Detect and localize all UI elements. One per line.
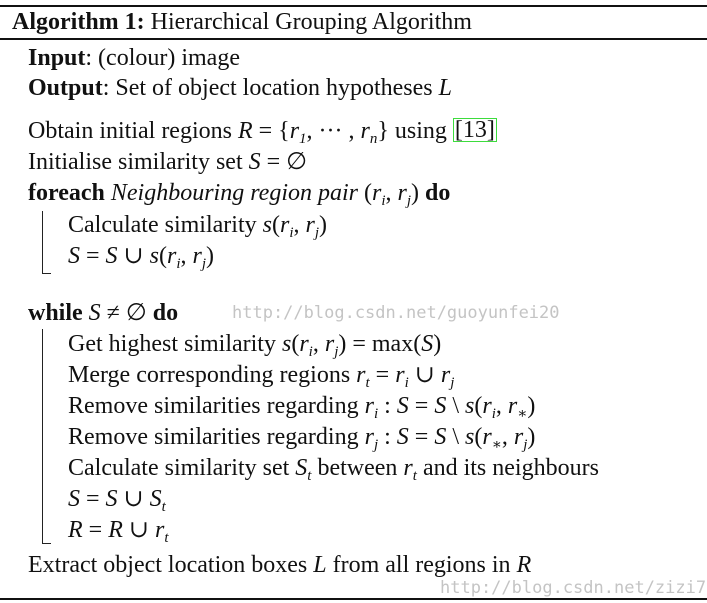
while-block-bracket bbox=[42, 329, 51, 544]
line-segment: r bbox=[440, 362, 451, 388]
line-segment: j bbox=[201, 256, 207, 272]
line-segment: s bbox=[262, 212, 272, 238]
line-segment: ( bbox=[358, 180, 372, 206]
line-segment: r bbox=[372, 180, 382, 206]
line-segment: , bbox=[180, 243, 193, 269]
line-segment: , ··· , bbox=[306, 118, 361, 144]
line-segment: = bbox=[408, 424, 435, 450]
line-segment: S bbox=[68, 486, 80, 512]
line-segment: r bbox=[324, 331, 335, 357]
line-segment: S bbox=[105, 243, 118, 269]
line-segment: \ bbox=[446, 393, 465, 419]
line-segment: Calculate similarity set bbox=[68, 455, 296, 481]
line-segment: t bbox=[412, 468, 417, 484]
line-segment: and its neighbours bbox=[416, 455, 599, 481]
line-segment: R bbox=[516, 552, 532, 578]
line-segment: S bbox=[396, 393, 409, 419]
line-segment: ) bbox=[433, 331, 442, 357]
line-segment: \ bbox=[446, 424, 465, 450]
line-segment: i bbox=[176, 256, 181, 272]
line-segment: do bbox=[425, 180, 451, 206]
line-segment: n bbox=[369, 131, 378, 147]
algorithm-line bbox=[68, 210, 327, 240]
line-segment: : Set of object location hypotheses bbox=[102, 75, 439, 101]
line-segment: , bbox=[293, 212, 306, 238]
algorithm-line bbox=[68, 329, 441, 359]
line-segment: Remove similarities regarding bbox=[68, 424, 365, 450]
line-segment: t bbox=[365, 375, 370, 391]
line-segment: Obtain initial regions bbox=[28, 118, 238, 144]
line-segment: ∪ bbox=[408, 362, 441, 388]
line-segment: s bbox=[149, 243, 159, 269]
line-segment: do bbox=[152, 300, 179, 326]
line-segment: t bbox=[164, 530, 169, 546]
line-segment: R bbox=[108, 517, 123, 543]
line-segment: Calculate similarity bbox=[68, 212, 263, 238]
algorithm-line bbox=[68, 422, 535, 452]
line-segment: r bbox=[482, 424, 492, 450]
line-segment: S bbox=[434, 424, 447, 450]
line-segment: r bbox=[482, 393, 492, 419]
line-segment: j bbox=[373, 437, 379, 453]
foreach-block-bracket bbox=[42, 211, 51, 274]
algorithm-line bbox=[68, 453, 599, 483]
line-segment: S bbox=[248, 149, 261, 175]
line-segment: Neighbouring region pair bbox=[110, 180, 358, 206]
line-segment: = bbox=[408, 393, 435, 419]
line-segment: i bbox=[289, 225, 294, 241]
line-segment: ( bbox=[159, 243, 167, 269]
line-segment: , bbox=[385, 180, 398, 206]
line-segment: ∪ bbox=[122, 517, 155, 543]
line-segment: ∗ bbox=[491, 437, 502, 453]
algorithm-line bbox=[28, 147, 307, 177]
line-segment: S bbox=[68, 243, 80, 269]
line-segment: = bbox=[80, 243, 106, 269]
line-segment: r bbox=[167, 243, 177, 269]
line-segment: j bbox=[523, 437, 528, 453]
line-segment: r bbox=[289, 118, 300, 144]
line-segment: i bbox=[381, 193, 386, 209]
line-segment: ) bbox=[527, 393, 536, 419]
line-segment: ∪ bbox=[117, 486, 150, 512]
line-segment: Merge corresponding regions bbox=[68, 362, 357, 388]
line-segment: ≠ ∅ bbox=[100, 300, 153, 326]
algorithm-number: Algorithm 1: bbox=[12, 9, 145, 35]
line-segment: ( bbox=[291, 331, 300, 357]
algorithm-line bbox=[28, 73, 452, 103]
line-segment: L bbox=[313, 552, 327, 578]
line-segment: S bbox=[421, 331, 434, 357]
line-segment: r bbox=[364, 393, 374, 419]
line-segment: i bbox=[404, 375, 409, 391]
line-segment: j bbox=[450, 375, 455, 391]
line-segment: Get highest similarity bbox=[68, 331, 282, 357]
watermark: http://blog.csdn.net/guoyunfei20 bbox=[232, 303, 560, 323]
line-segment: Input bbox=[28, 45, 86, 71]
line-segment: , bbox=[312, 331, 325, 357]
line-segment: ) bbox=[206, 243, 215, 269]
line-segment: S bbox=[434, 393, 447, 419]
line-segment: ) = max( bbox=[338, 331, 422, 357]
line-segment: = ∅ bbox=[260, 149, 308, 175]
algorithm-line bbox=[28, 116, 497, 146]
line-segment: L bbox=[438, 75, 452, 101]
line-segment: ) bbox=[319, 212, 327, 238]
line-segment: i bbox=[491, 406, 496, 422]
line-segment: r bbox=[507, 393, 518, 419]
citation-link[interactable]: [13] bbox=[454, 117, 495, 143]
algorithm-line bbox=[28, 178, 450, 208]
algorithm-line bbox=[28, 550, 531, 580]
line-segment: r bbox=[279, 212, 290, 238]
line-segment: s bbox=[281, 331, 292, 357]
line-segment: r bbox=[192, 243, 202, 269]
line-segment: r bbox=[360, 118, 370, 144]
line-segment: = { bbox=[252, 118, 290, 144]
line-segment: 1 bbox=[299, 131, 307, 147]
line-segment: between bbox=[311, 455, 404, 481]
line-segment: from all regions in bbox=[326, 552, 517, 578]
line-segment: r bbox=[364, 424, 374, 450]
algorithm-line bbox=[28, 298, 178, 328]
line-segment: S bbox=[295, 455, 308, 481]
line-segment: j bbox=[406, 193, 412, 209]
line-segment: } using bbox=[377, 118, 453, 144]
line-segment: , bbox=[495, 393, 508, 419]
algorithm-name: Hierarchical Grouping Algorithm bbox=[150, 9, 472, 35]
line-segment: = bbox=[80, 486, 106, 512]
algorithm-title bbox=[12, 7, 472, 37]
line-segment: , bbox=[501, 424, 514, 450]
line-segment: ( bbox=[474, 393, 483, 419]
line-segment: R bbox=[237, 118, 253, 144]
line-segment: j bbox=[334, 344, 339, 360]
line-segment: ∪ bbox=[117, 243, 150, 269]
line-segment: Remove similarities regarding bbox=[68, 393, 365, 419]
line-segment: r bbox=[513, 424, 524, 450]
line-segment: ) bbox=[411, 180, 426, 206]
line-segment: r bbox=[397, 180, 407, 206]
line-segment: = bbox=[82, 517, 109, 543]
algorithm-line bbox=[68, 241, 214, 271]
line-segment: Extract object location boxes bbox=[28, 552, 314, 578]
line-segment: S bbox=[88, 300, 101, 326]
line-segment: j bbox=[314, 225, 319, 241]
line-segment: : bbox=[378, 393, 397, 419]
line-segment: r bbox=[305, 212, 315, 238]
line-segment: ∗ bbox=[517, 406, 528, 422]
line-segment: while bbox=[28, 300, 89, 326]
line-segment: Initialise similarity set bbox=[28, 149, 249, 175]
line-segment: r bbox=[155, 517, 165, 543]
line-segment: s bbox=[465, 424, 475, 450]
line-segment: S bbox=[396, 424, 409, 450]
title-rule bbox=[0, 38, 707, 40]
line-segment: ( bbox=[271, 212, 280, 238]
watermark: http://blog.csdn.net/zizi7 bbox=[440, 578, 707, 598]
algorithm-line bbox=[68, 515, 169, 545]
line-segment: r bbox=[356, 362, 366, 388]
line-segment: t bbox=[307, 468, 312, 484]
line-segment: : bbox=[378, 424, 397, 450]
line-segment: : (colour) image bbox=[85, 45, 240, 71]
line-segment: s bbox=[465, 393, 475, 419]
line-segment: R bbox=[68, 517, 83, 543]
bottom-rule bbox=[0, 598, 707, 600]
line-segment: Output bbox=[28, 75, 103, 101]
line-segment: ( bbox=[474, 424, 483, 450]
algorithm-line bbox=[68, 484, 166, 514]
algorithm-line bbox=[68, 391, 535, 421]
algorithm-line bbox=[68, 360, 454, 390]
line-segment: = bbox=[369, 362, 396, 388]
line-segment: S bbox=[105, 486, 118, 512]
line-segment: t bbox=[161, 499, 166, 515]
line-segment: r bbox=[299, 331, 309, 357]
algorithm-line bbox=[28, 43, 240, 73]
line-segment: r bbox=[403, 455, 413, 481]
line-segment: i bbox=[308, 344, 313, 360]
line-segment: foreach bbox=[28, 180, 111, 206]
line-segment: i bbox=[373, 406, 379, 422]
line-segment: r bbox=[395, 362, 405, 388]
line-segment: S bbox=[149, 486, 162, 512]
line-segment: ) bbox=[527, 424, 536, 450]
